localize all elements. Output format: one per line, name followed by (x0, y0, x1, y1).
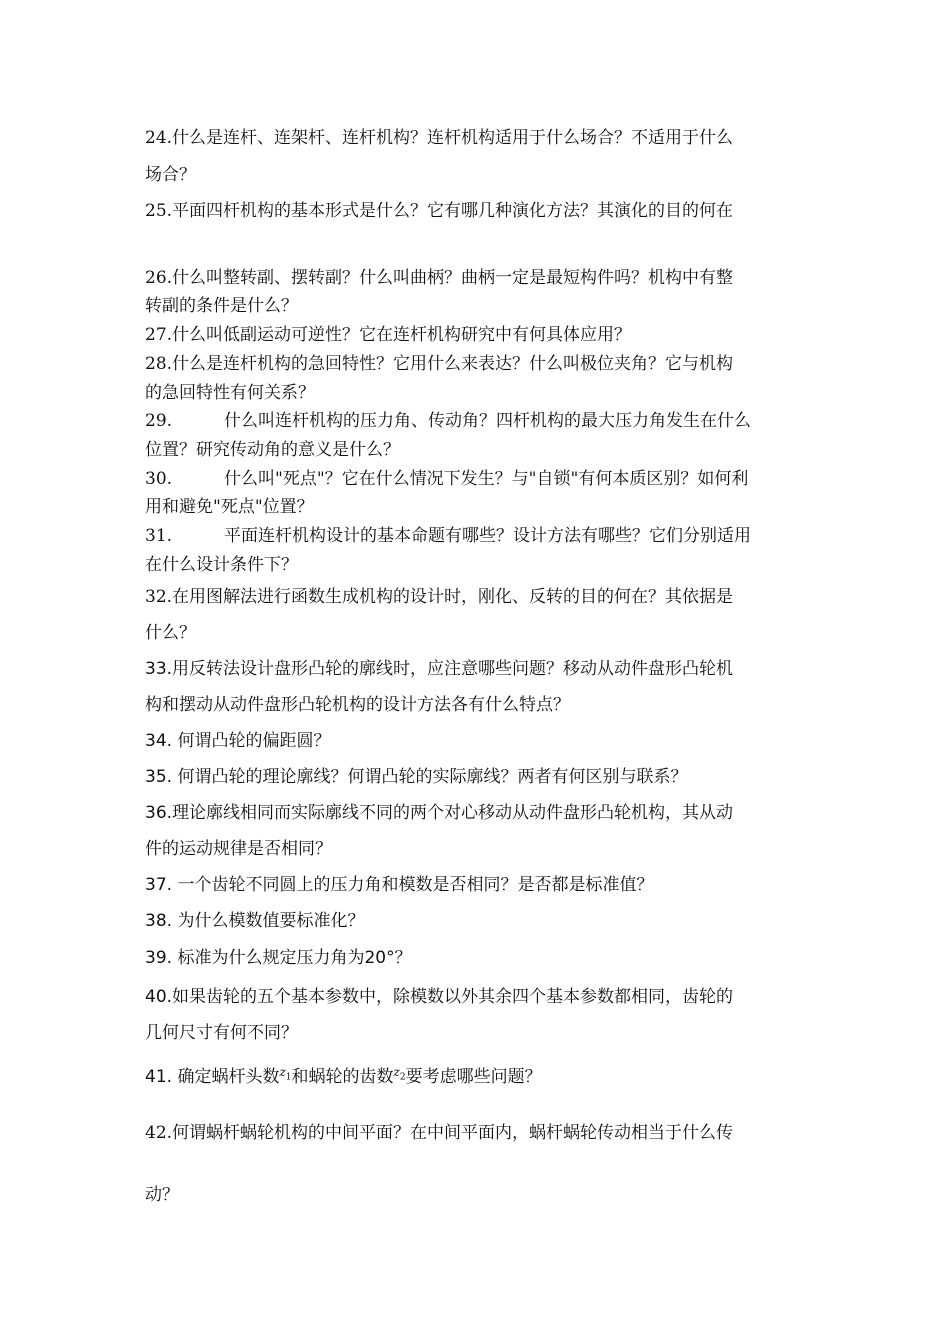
question-36-line-2: 件的运动规律是否相同？ (145, 839, 332, 859)
question-42-line-1: 42.何谓蜗杆蜗轮机构的中间平面？在中间平面内，蜗杆蜗轮传动相当于什么传 (145, 1123, 734, 1143)
question-28-line-2: 的急回特性有何关系？ (145, 383, 315, 403)
question-36-line-1: 36.理论廓线相同而实际廓线不同的两个对心移动从动件盘形凸轮机构，其从动 (145, 803, 734, 823)
question-33-line-1: 33.用反转法设计盘形凸轮的廓线时，应注意哪些问题？移动从动件盘形凸轮机 (145, 659, 734, 679)
question-31-line-1: 31. 平面连杆机构设计的基本命题有哪些？设计方法有哪些？它们分别适用 (145, 526, 752, 546)
question-30-line-2: 用和避免"死点"位置？ (145, 497, 314, 517)
z1-symbol: z1 (279, 1066, 292, 1083)
question-41-line-1: 41. 确定蜗杆头数$^{z_1}$和蜗轮的齿数$^{z_2}$要考虑哪些问题？ (145, 1066, 542, 1087)
question-32-line-2: 什么？ (145, 623, 196, 643)
question-32-line-1: 32.在用图解法进行函数生成机构的设计时，刚化、反转的目的何在？其依据是 (145, 587, 734, 607)
question-29-line-2: 位置？研究传动角的意义是什么？ (145, 440, 400, 460)
question-31-line-2: 在什么设计条件下？ (145, 555, 298, 575)
question-26-line-2: 转副的条件是什么？ (145, 296, 298, 316)
question-40-line-1: 40.如果齿轮的五个基本参数中，除模数以外其余四个基本参数都相同，齿轮的 (145, 987, 734, 1007)
question-34-line-1: 34. 何谓凸轮的偏距圆？ (145, 731, 331, 751)
question-33-line-2: 构和摆动从动件盘形凸轮机构的设计方法各有什么特点？ (145, 695, 570, 715)
question-40-line-2: 几何尺寸有何不同？ (145, 1023, 298, 1043)
question-26-line-1: 26.什么叫整转副、摆转副？什么叫曲柄？曲柄一定是最短构件吗？机构中有整 (145, 268, 734, 288)
question-30-line-1: 30. 什么叫"死点"？它在什么情况下发生？与"自锁"有何本质区别？如何利 (145, 469, 749, 489)
question-39-line-1: 39. 标准为什么规定压力角为20°？ (145, 948, 412, 968)
z2-symbol: z2 (393, 1066, 406, 1083)
question-28-line-1: 28.什么是连杆机构的急回特性？它用什么来表达？什么叫极位夹角？它与机构 (145, 354, 734, 374)
question-25-line-1: 25.平面四杆机构的基本形式是什么？它有哪几种演化方法？其演化的目的何在 (145, 201, 734, 221)
question-37-line-1: 37. 一个齿轮不同圆上的压力角和模数是否相同？是否都是标准值？ (145, 875, 654, 895)
question-24-line-1: 24.什么是连杆、连架杆、连杆机构？连杆机构适用于什么场合？不适用于什么 (145, 128, 734, 148)
question-27-line-1: 27.什么叫低副运动可逆性？它在连杆机构研究中有何具体应用？ (145, 325, 632, 345)
question-42-line-2: 动？ (145, 1185, 179, 1205)
question-29-line-1: 29. 什么叫连杆机构的压力角、传动角？四杆机构的最大压力角发生在什么 (145, 411, 752, 431)
question-38-line-1: 38. 为什么模数值要标准化？ (145, 911, 365, 931)
question-24-line-2: 场合？ (145, 165, 196, 185)
question-35-line-1: 35. 何谓凸轮的理论廓线？何谓凸轮的实际廓线？两者有何区别与联系？ (145, 767, 688, 787)
